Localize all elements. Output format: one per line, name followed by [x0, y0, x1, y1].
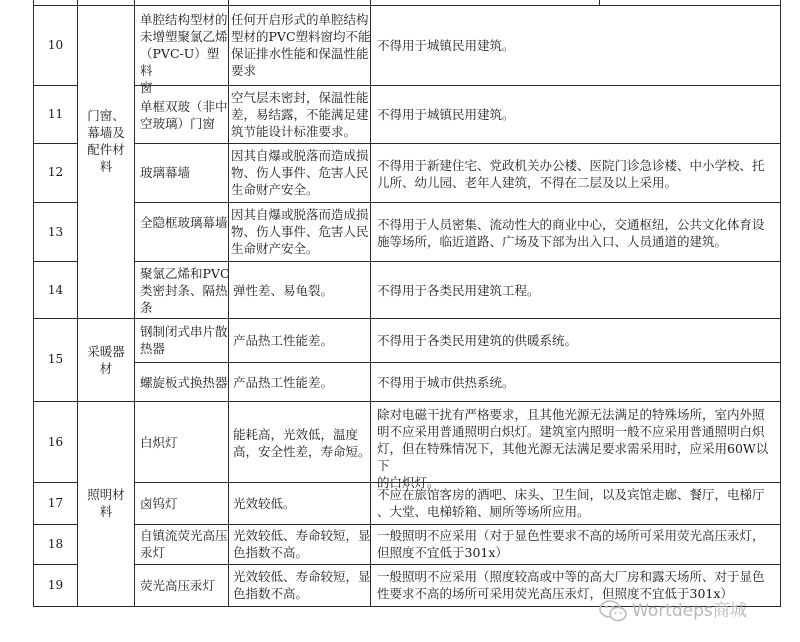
material-name: 单腔结构型材的 未增塑聚氯乙烯 （PVC-U）塑料 窗 — [140, 12, 228, 95]
row-number: 18 — [47, 537, 64, 551]
restriction-scope: 不得用于城镇民用建筑。 — [377, 107, 515, 122]
restriction-reason: 任何开启形式的单腔结构 型材的PVC塑料窗均不能 保证排水性能和保温性能 要求 — [231, 12, 371, 78]
material-name: 螺旋板式换热器 — [140, 375, 228, 390]
restriction-scope: 一般照明不应采用（对于显色性要求不高的场所可采用荧光高压汞灯， 但照度不宜低于301x） — [377, 528, 765, 560]
row-13-material-cell — [134, 202, 229, 262]
material-name: 自镇流荧光高压 汞灯 — [140, 528, 228, 560]
restriction-reason: 光效较低、寿命较短，显 色指数不高。 — [233, 528, 371, 560]
restriction-scope: 不应在旅馆客房的酒吧、床头、卫生间，以及宾馆走廊、餐厅，电梯厅 、大堂、电梯轿箱、厕所等场所应用。 — [377, 487, 765, 519]
row-number: 17 — [47, 496, 64, 510]
restriction-reason: 产品热工性能差。 — [233, 375, 334, 390]
watermark-text: Wortdeps商城 — [632, 601, 747, 621]
restriction-reason: 因其自爆或脱落而造成损 物、伤人事件、危害人民 生命财产安全。 — [231, 148, 369, 197]
row-number: 15 — [47, 352, 64, 366]
material-name: 卤钨灯 — [140, 496, 178, 511]
material-name: 单框双玻（非中 空玻璃）门窗 — [140, 99, 228, 131]
restriction-scope: 不得用于城市供热系统。 — [377, 375, 515, 390]
wechat-icon — [598, 598, 628, 624]
restriction-reason: 弹性差、易龟裂。 — [233, 283, 334, 298]
restriction-scope: 除对电磁干扰有严格要求，且其他光源无法满足的特殊场所，室内外照 明不应采用普通照明白炽灯。建筑室内照明一般不应采用普通照明白炽 灯，但在特殊情况下，其他光源无法满足要求需采用时，应采用60W以下 的白炽灯。 — [377, 407, 769, 490]
row-number: 16 — [47, 435, 64, 449]
row-number: 14 — [47, 283, 64, 297]
restriction-reason: 产品热工性能差。 — [233, 333, 334, 348]
restriction-scope: 不得用于人员密集、流动性大的商业中心，交通枢纽，公共文化体育设 施等场所，临近道路、广场及下部为出入口、人员通道的建筑。 — [377, 217, 765, 249]
row-number: 10 — [47, 38, 64, 52]
row-number: 12 — [47, 165, 64, 179]
restriction-reason: 光效较低、寿命较短，显 色指数不高。 — [233, 569, 371, 601]
category-label: 照明材 料 — [87, 487, 125, 519]
restriction-scope: 不得用于城镇民用建筑。 — [377, 38, 515, 53]
material-name: 全隐框玻璃幕墙 — [140, 215, 228, 230]
restriction-scope: 不得用于新建住宅、党政机关办公楼、医院门诊急诊楼、中小学校、托 儿所、幼儿园、老年人建筑，不得在二层及以上采用。 — [377, 158, 765, 190]
row-number: 11 — [47, 107, 64, 121]
restriction-scope: 不得用于各类民用建筑的供暖系统。 — [377, 333, 578, 348]
restriction-reason: 空气层未密封，保温性能 差，易结露，不能满足建 筑节能设计标准要求。 — [231, 90, 369, 139]
category-label: 采暖器 材 — [87, 344, 125, 376]
row-number: 13 — [47, 225, 64, 239]
material-name: 钢制闭式串片散 热器 — [140, 324, 228, 356]
material-name: 聚氯乙烯和PVC 类密封条、隔热 条 — [140, 266, 230, 315]
material-name: 荧光高压汞灯 — [140, 578, 216, 593]
restriction-scope: 一般照明不应采用（照度较高或中等的高大厂房和露天场所、对于显色 性要求不高的场所可采用荧光高压汞灯，但照度不宜低于301x） — [377, 569, 765, 601]
watermark — [598, 596, 798, 630]
material-name: 玻璃幕墙 — [140, 165, 191, 180]
restriction-reason: 能耗高，光效低，温度 高，安全性差，寿命短。 — [233, 427, 371, 459]
category-label: 门窗、 幕墙及 配件材 料 — [87, 108, 125, 174]
restriction-scope: 不得用于各类民用建筑工程。 — [377, 283, 540, 298]
row-number: 19 — [47, 578, 64, 592]
restriction-reason: 因其自爆或脱落而造成损 物、伤人事件、危害人民 生命财产安全。 — [231, 207, 369, 256]
material-name: 白炽灯 — [140, 435, 178, 450]
restriction-reason: 光效较低。 — [233, 496, 296, 511]
